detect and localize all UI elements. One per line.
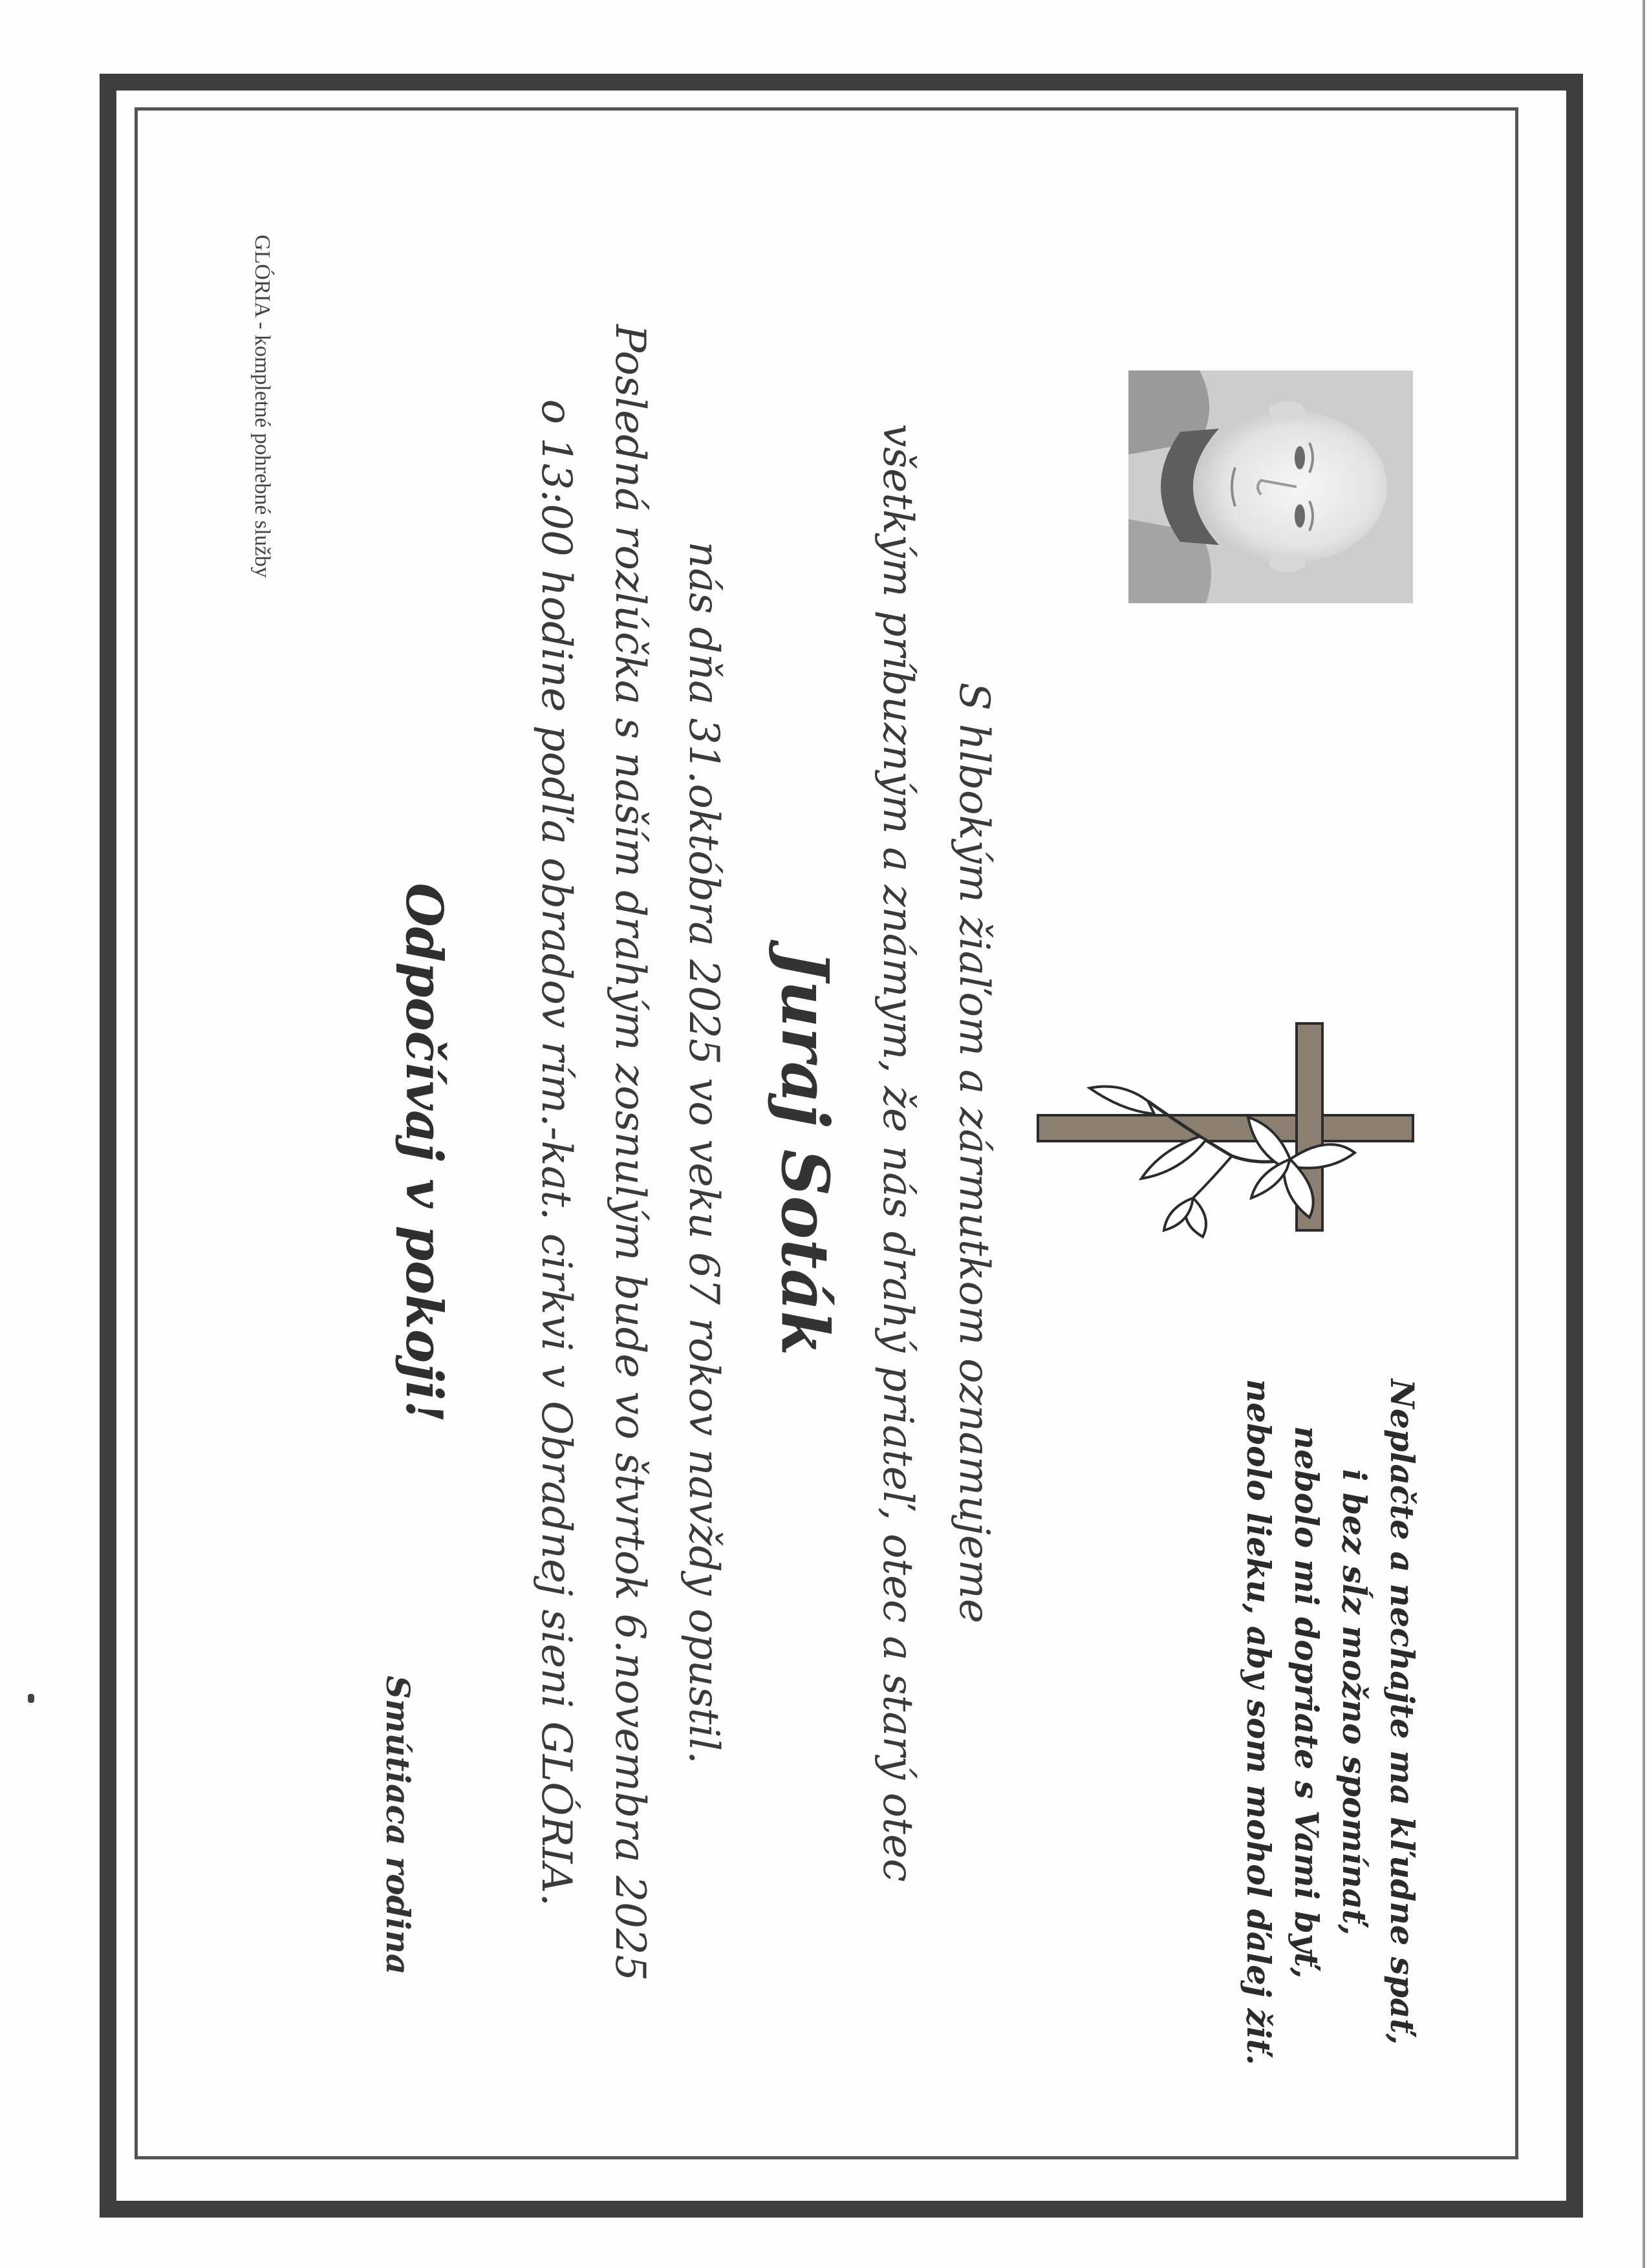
announcement (859, 228, 1012, 2077)
details-line: nás dňa 31.októbra 2025 vo veku 67 rokov navždy opustil. (680, 541, 727, 1764)
obituary-card (139, 112, 1510, 2148)
family-signature: Smútiaca rodina (379, 1675, 417, 1975)
farewell-text: Odpočívaj v pokoji! (394, 883, 453, 1423)
announcement-line: S hlbokým žiaľom a zármutkom oznamujeme (950, 682, 998, 1623)
poem-line: nebolo lieku, aby som mohol ďalej žiť. (1240, 1379, 1278, 2066)
details-line: o 13:00 hodine podľa obradov rím.-kat. cirkvi v Obradnej sieni GLÓRIA. (532, 399, 580, 1907)
scan-edge (1643, 0, 1645, 2268)
cross-with-lily-icon (1025, 1004, 1426, 1263)
poem-line: nebolo mi dopriate s Vami byť, (1288, 1426, 1326, 1979)
scan-speck (28, 1694, 34, 1703)
funeral-service-name: GLÓRIA - kompletné pohrebné služby (250, 235, 274, 578)
poem-line: i bez sĺz možno spomínať, (1335, 1469, 1374, 1936)
details-line: Posledná rozlúčka s naším drahým zosnulým bude vo štvrtok 6.novembra 2025 (606, 324, 654, 1982)
announcement-line: všetkým príbuzným a známym, že nás drahý priateľ, otec a starý otec (874, 423, 921, 1882)
poem-line: Neplačte a nechajte ma kľudne spať, (1383, 1379, 1421, 2045)
deceased-name: Juraj Soták (767, 950, 843, 1356)
deceased-portrait (1128, 370, 1413, 603)
funeral-details (519, 228, 740, 2077)
poem (1234, 1379, 1426, 2066)
